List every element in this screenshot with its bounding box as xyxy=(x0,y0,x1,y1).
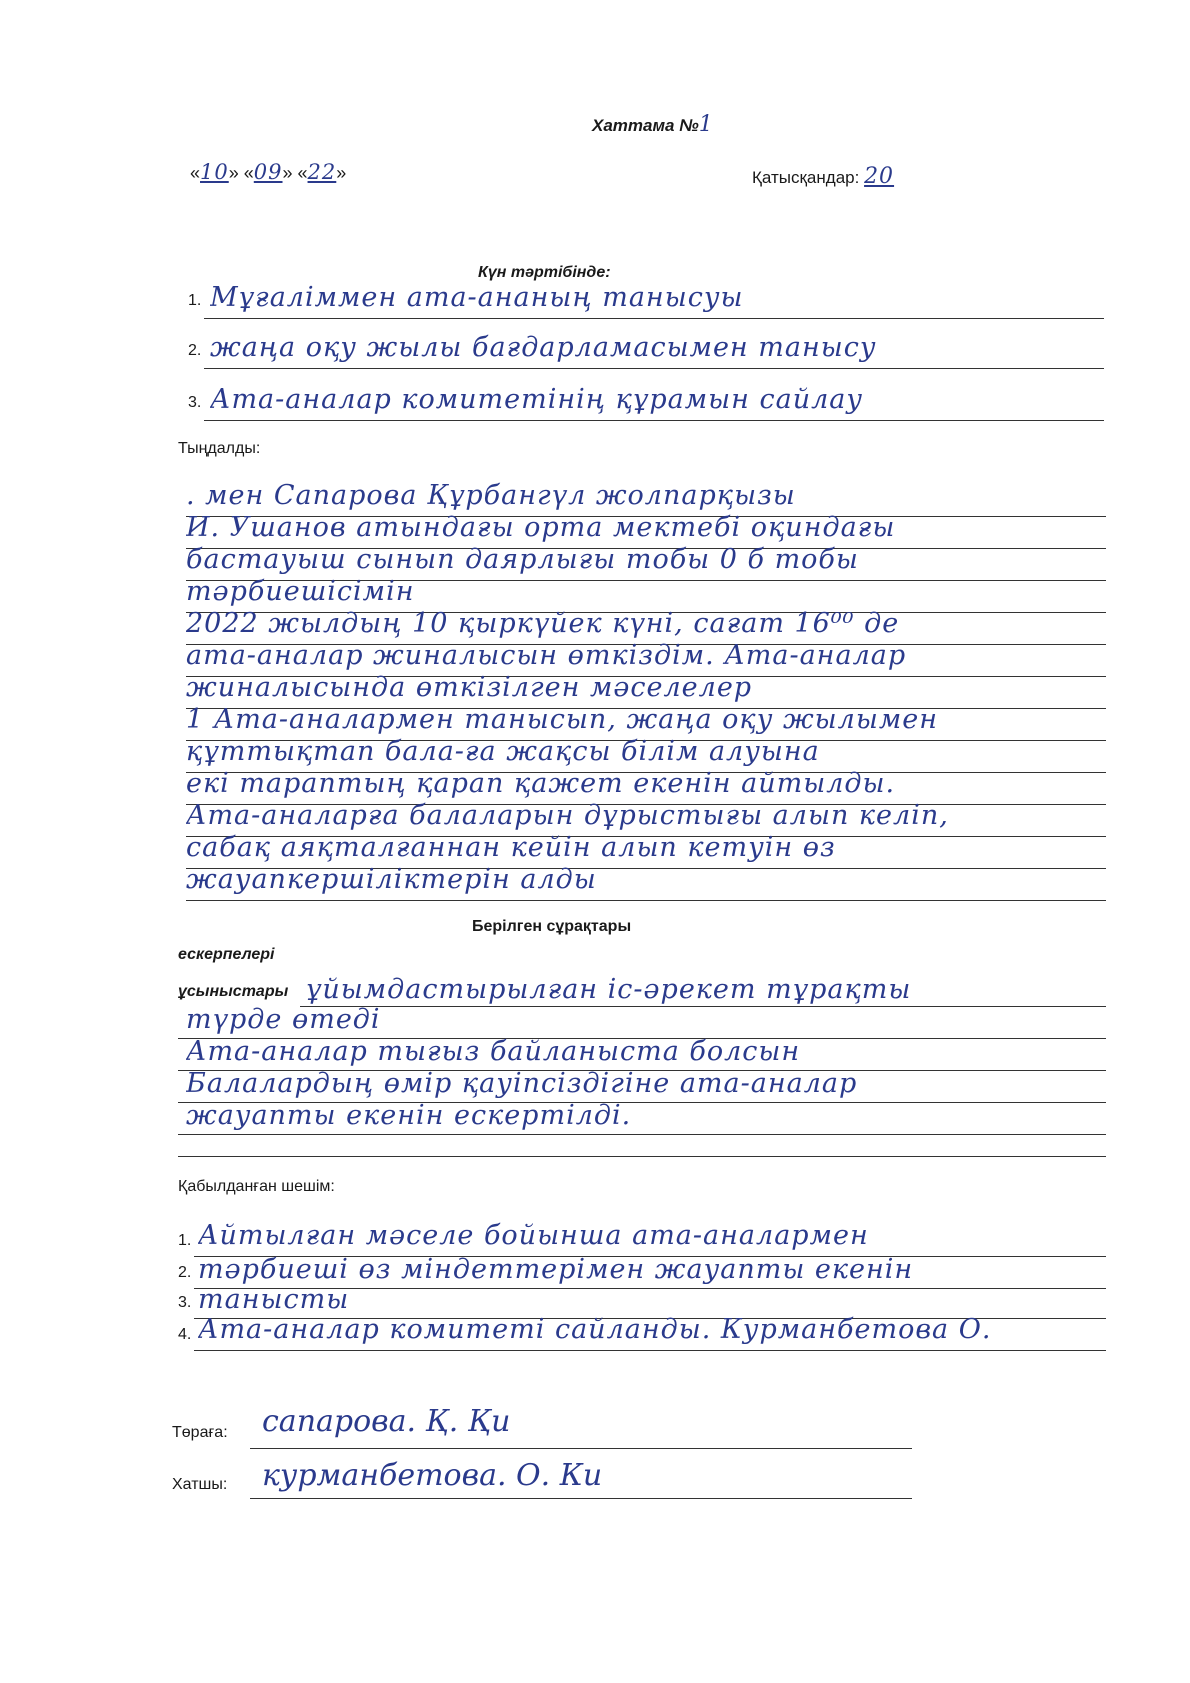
decision-num-3: 3. xyxy=(178,1294,192,1311)
heard-line-2: И. Ушанов атындағы орта мектебі оқиндағы xyxy=(186,512,896,543)
agenda-rule-1 xyxy=(204,318,1104,319)
date-month: 09 xyxy=(253,160,283,184)
proposals-label: ұсыныстары xyxy=(178,983,289,1000)
decision-num-2: 2. xyxy=(178,1264,192,1281)
participants-field xyxy=(752,164,894,189)
decision-item-3: танысты xyxy=(198,1284,350,1315)
questions-rule-6 xyxy=(178,1156,1106,1157)
agenda-rule-2 xyxy=(204,368,1104,369)
heard-line-5: 2022 жылдың 10 қыркүйек күні, сағат 16⁰⁰ де xyxy=(186,608,900,639)
heard-line-6: ата-аналар жиналысын өткіздім. Ата-аналар xyxy=(186,640,907,671)
agenda-num-2: 2. xyxy=(188,342,202,359)
decision-item-2: тәрбиеші өз міндеттерімен жауапты екенін xyxy=(198,1254,914,1285)
questions-line-1: ұйымдастырылған іс-әрекет тұрақты xyxy=(306,974,912,1005)
heard-rule-13 xyxy=(186,900,1106,901)
decision-item-4: Ата-аналар комитеті сайланды. Курманбетова О. xyxy=(198,1314,992,1345)
document-title xyxy=(592,112,714,137)
questions-line-3: Ата-аналар тығыз байланыста болсын xyxy=(186,1036,801,1067)
agenda-item-3: Ата-аналар комитетінің құрамын сайлау xyxy=(210,384,864,415)
heard-line-4: тәрбиешісімін xyxy=(186,576,415,607)
questions-line-2: түрде өтеді xyxy=(186,1004,381,1035)
heard-line-3: бастауыш сынып даярлығы тобы 0 б тобы xyxy=(186,544,859,575)
questions-line-5: жауапты екенін ескертілді. xyxy=(186,1100,632,1131)
heard-line-12: сабақ аяқталғаннан кейін алып кетуін өз xyxy=(186,832,836,863)
decision-num-4: 4. xyxy=(178,1326,192,1343)
decision-rule-4 xyxy=(194,1350,1106,1351)
heard-label: Тыңдалды: xyxy=(178,440,261,457)
remarks-label: ескерпелері xyxy=(178,946,275,963)
secretary-signature: курманбетова. О. Ки xyxy=(262,1458,603,1493)
heard-line-1: . мен Сапарова Құрбангүл жолпарқызы xyxy=(186,480,796,511)
agenda-num-3: 3. xyxy=(188,394,202,411)
agenda-item-1: Мұғаліммен ата-ананың танысуы xyxy=(210,282,744,313)
decision-num-1: 1. xyxy=(178,1232,192,1249)
participants-label: Қатысқандар: xyxy=(752,168,860,187)
heard-line-10: екі тараптың қарап қажет екенін айтылды. xyxy=(186,768,896,799)
questions-rule-5 xyxy=(178,1134,1106,1135)
questions-heading: Берілген сұрақтары xyxy=(472,918,632,935)
agenda-rule-3 xyxy=(204,420,1104,421)
date-day: 10 xyxy=(200,160,229,184)
agenda-heading: Күн тәртібінде: xyxy=(478,264,611,281)
participants-value: 20 xyxy=(864,164,895,189)
agenda-item-2: жаңа оқу жылы бағдарламасымен танысу xyxy=(210,332,877,363)
secretary-rule xyxy=(250,1498,912,1499)
secretary-label: Хатшы: xyxy=(172,1476,228,1493)
decision-item-1: Айтылған мәселе бойынша ата-аналармен xyxy=(198,1220,869,1251)
decision-label: Қабылданған шешім: xyxy=(178,1178,335,1195)
title-text: Хаттама № xyxy=(592,116,699,135)
agenda-num-1: 1. xyxy=(188,292,202,309)
date-year: 22 xyxy=(307,160,337,184)
chair-rule xyxy=(250,1448,912,1449)
heard-line-8: 1 Ата-аналармен танысып, жаңа оқу жылымен xyxy=(186,704,938,735)
title-number: 1 xyxy=(698,112,714,137)
questions-line-4: Балалардың өмір қауіпсіздігіне ата-аналар xyxy=(186,1068,858,1099)
heard-line-9: құттықтап бала-ға жақсы білім алуына xyxy=(186,736,820,767)
chair-label: Төраға: xyxy=(172,1424,228,1441)
heard-line-13: жауапкершіліктерін алды xyxy=(186,864,597,895)
heard-line-11: Ата-аналарға балаларын дұрыстығы алып келіп, xyxy=(186,800,949,831)
heard-line-7: жиналысында өткізілген мәселелер xyxy=(186,672,753,703)
chair-signature: сапарова. Қ. Қи xyxy=(262,1404,511,1439)
date-field: «10» «09» «22» xyxy=(190,160,347,184)
